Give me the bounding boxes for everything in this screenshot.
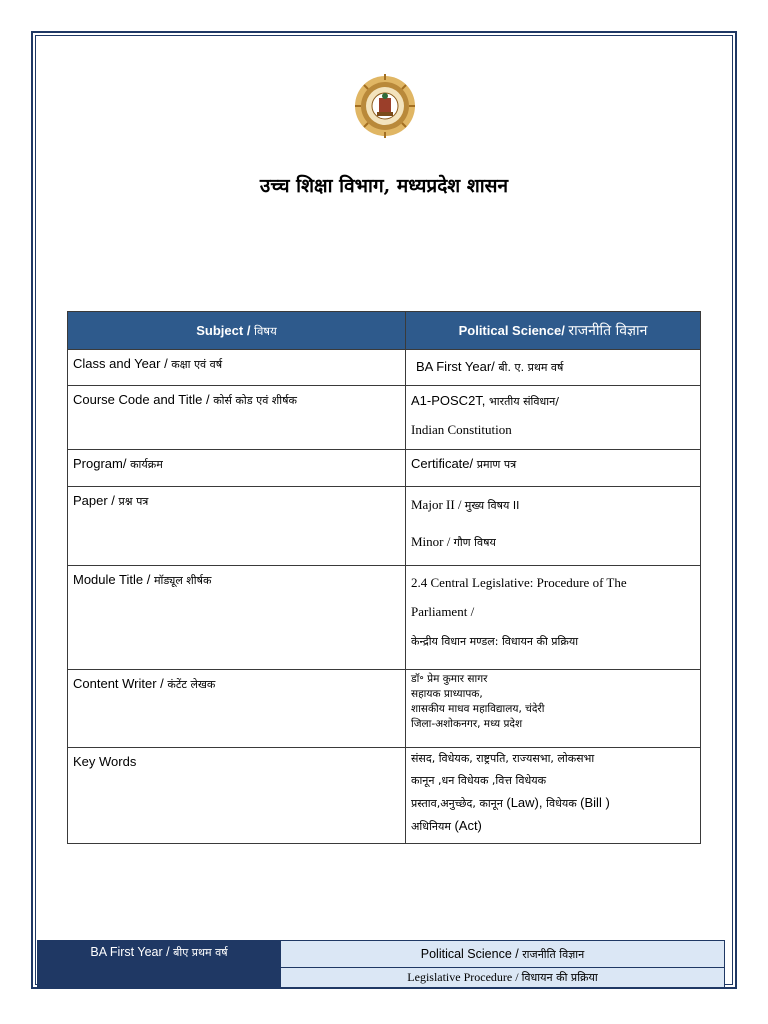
- course-info-table: [67, 311, 701, 844]
- row-label-course-code: Course Code and Title / कोर्स कोड एवं शीर्षक: [73, 392, 297, 407]
- row-value-class-year: BA First Year/ बी. ए. प्रथम वर्ष: [416, 359, 564, 374]
- row-label-key-words: Key Words: [73, 754, 137, 769]
- row-value-program: Certificate/ प्रमाण पत्र: [411, 456, 517, 471]
- row-label-content-writer: Content Writer / कंटेंट लेखक: [73, 676, 216, 691]
- table-row: [68, 487, 701, 566]
- mp-govt-emblem-icon: [353, 72, 417, 140]
- footer-module: Legislative Procedure / विधायन की प्रक्रिया: [281, 968, 725, 988]
- page-title: उच्च शिक्षा विभाग, मध्यप्रदेश शासन: [259, 175, 509, 197]
- table-row: [68, 566, 701, 670]
- row-value-course-code: A1-POSC2T, भारतीय संविधान/ Indian Constitution: [411, 393, 559, 437]
- footer-subject: Political Science / राजनीति विज्ञान: [281, 941, 725, 968]
- row-label-paper: Paper / प्रश्न पत्र: [73, 493, 149, 508]
- row-label-class-year: Class and Year / कक्षा एवं वर्ष: [73, 356, 223, 371]
- row-value-module-title: 2.4 Central Legislative: Procedure of The Parliament / केन्द्रीय विधान मण्डल: विधायन की प्रक्रिया: [411, 575, 627, 648]
- table-header-row: [68, 312, 701, 350]
- page-footer: [37, 940, 725, 988]
- row-value-paper: Major II / मुख्य विषय II Minor / गौण विषय: [411, 497, 520, 549]
- table-row: [68, 350, 701, 386]
- header-political-science: Political Science/ राजनीति विज्ञान: [406, 312, 701, 350]
- row-label-program: Program/ कार्यक्रम: [73, 456, 163, 471]
- row-label-module-title: Module Title / मॉड्यूल शीर्षक: [73, 572, 212, 587]
- table-row: [68, 670, 701, 748]
- table-row: [68, 748, 701, 844]
- footer-course-year: BA First Year / बीए प्रथम वर्ष: [38, 941, 281, 988]
- row-value-content-writer: डॉ॰ प्रेम कुमार सागर सहायक प्राध्यापक, शासकीय माधव महाविद्यालय, चंदेरी जिला-अशोकनगर, मध्य प्रदेश: [411, 673, 545, 730]
- header-subject: Subject / विषय: [68, 312, 406, 350]
- table-row: [68, 450, 701, 487]
- table-row: [68, 386, 701, 450]
- row-value-key-words: संसद, विधेयक, राष्ट्रपति, राज्यसभा, लोकसभा कानून ,धन विधेयक ,वित्त विधेयक प्रस्ताव,अनुच्छेद, कानून (Law), विधेयक (Bill ) अधिनियम (Act): [411, 752, 610, 833]
